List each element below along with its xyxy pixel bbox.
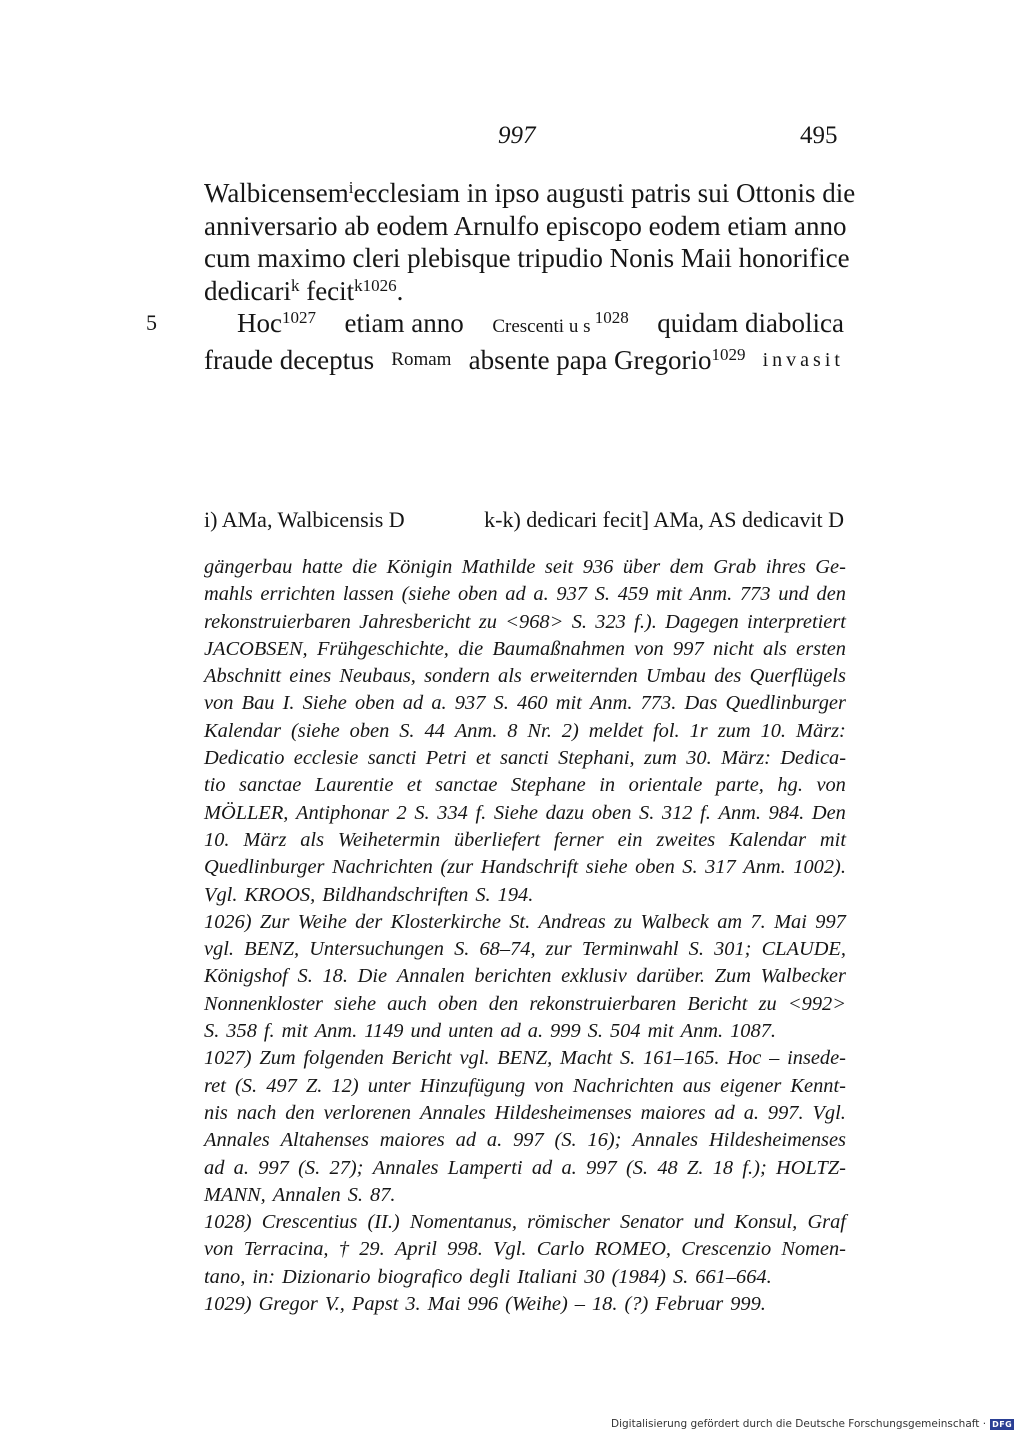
variant-marker: k: [290, 275, 300, 295]
footnote-line: mahls errichten lassen (siehe oben ad a. 937 S. 459 mit Anm. 773 und den: [204, 583, 846, 606]
footnote-line: Kalendar (siehe oben S. 44 Anm. 8 Nr. 2) meldet fol. 1r zum 10. März:: [204, 719, 846, 742]
footnote-line: von Bau I. Siehe oben ad a. 937 S. 460 mit Anm. 773. Das Quedlinburger: [204, 692, 846, 715]
main-text: [204, 177, 856, 376]
footnote-line: Nonnenkloster siehe auch oben den rekonstruierbaren Bericht zu <992>: [204, 992, 846, 1015]
dfg-logo: DFG: [992, 1419, 1013, 1429]
running-head-year: 997: [498, 122, 536, 149]
variant-marker: i: [348, 178, 354, 197]
footnote-line: Annales Altahenses maiores ad a. 997 (S. 16); Annales Hildesheimenses: [204, 1129, 846, 1152]
footnote-marker: 1028: [590, 308, 629, 327]
footnote-line: tio sanctae Laurentie et sanctae Stephane in orientale parte, hg. von: [204, 774, 846, 797]
apparatus-note-k: k-k) dedicari fecit] AMa, AS dedicavit D: [484, 507, 844, 532]
footnote-marker: 1029: [711, 344, 746, 364]
footnote-line: von Terracina, † 29. April 998. Vgl. Carlo ROMEO, Crescenzio Nomen-: [204, 1238, 846, 1261]
footnote-line: S. 358 f. mit Anm. 1149 und unten ad a. 999 S. 504 mit Anm. 1087.: [204, 1020, 776, 1043]
line-number: 5: [146, 310, 157, 335]
footnote-line: Abschnitt eines Neubaus, sondern als erweiternden Umbau des Querflügels: [204, 665, 846, 688]
text-line: anniversario ab eodem Arnulfo episcopo eodem etiam anno: [204, 210, 847, 241]
footnote-line: ad a. 997 (S. 27); Annales Lamperti ad a. 997 (S. 48 Z. 18 f.); HOLTZ-: [204, 1156, 846, 1179]
footnotes: [204, 554, 846, 1318]
footnote-line: Dedicatio ecclesie sancti Petri et sancti Stephani, zum 30. März: Dedica-: [204, 747, 846, 770]
footnote-line: 1029) Gregor V., Papst 3. Mai 996 (Weihe) – 18. (?) Februar 999.: [204, 1293, 766, 1316]
footnote-line: Königshof S. 18. Die Annalen berichten exklusiv darüber. Zum Walbecker: [204, 965, 846, 988]
footnote-line: 1028) Crescentius (II.) Nomentanus, römischer Senator und Konsul, Graf: [204, 1211, 846, 1234]
footnote-line: vgl. BENZ, Untersuchungen S. 68–74, zur Terminwahl S. 301; CLAUDE,: [204, 938, 846, 961]
page-number: 495: [800, 122, 838, 149]
footnote-line: 1027) Zum folgenden Bericht vgl. BENZ, Macht S. 161–165. Hoc – insede-: [204, 1047, 846, 1070]
text-line: fraude deceptus Romam absente papa Gregorio$^{1029}$ invasit: [204, 344, 844, 375]
footnote-line: tano, in: Dizionario biografico degli Italiani 30 (1984) S. 661–664.: [204, 1265, 772, 1288]
critical-apparatus: [204, 507, 844, 533]
footnote-line: ret (S. 497 Z. 12) unter Hinzufügung von Nachrichten aus eigener Kennt-: [204, 1074, 846, 1097]
apparatus-note-i: i) AMa, Walbicensis D: [204, 507, 405, 532]
footnote-marker: 1027: [281, 308, 316, 327]
footnote-line: nis nach den verlorenen Annales Hildesheimenses maiores ad a. 997. Vgl.: [204, 1101, 846, 1124]
footnote-marker: k1026: [354, 275, 397, 295]
footnote-line: MANN, Annalen S. 87.: [204, 1183, 396, 1206]
footnote-line: 10. März als Weihetermin überliefert ferner ein zweites Kalendar mit: [204, 828, 846, 851]
footnote-line: Quedlinburger Nachrichten (zur Handschrift siehe oben S. 317 Anm. 1002).: [204, 856, 846, 879]
digitization-footer: [611, 1418, 1014, 1430]
footnote-line: 1026) Zur Weihe der Klosterkirche St. Andreas zu Walbeck am 7. Mai 997: [204, 910, 846, 933]
footnote-line: rekonstruierbaren Jahresbericht zu <968> S. 323 f.). Dagegen interpretiert: [204, 610, 846, 633]
footnote-line: Vgl. KROOS, Bildhandschriften S. 194.: [204, 883, 534, 906]
funding-note: Digitalisierung gefördert durch die Deutsche Forschungsgemeinschaft ·: [611, 1418, 987, 1430]
footnote-line: JACOBSEN, Frühgeschichte, die Baumaßnahmen von 997 nicht als ersten: [204, 637, 846, 660]
text-line: cum maximo cleri plebisque tripudio Nonis Maii honorifice: [204, 243, 850, 273]
footnote-line: gängerbau hatte die Königin Mathilde seit 936 über dem Grab ihres Ge-: [204, 556, 846, 578]
text-line: dedicari$^k$ fecit$^{k1026}$.: [204, 275, 404, 306]
text-line: Walbicensem$^i$ ecclesiam in ipso augusti patris sui Ottonis die: [204, 178, 856, 208]
footnote-line: MÖLLER, Antiphonar 2 S. 334 f. Siehe dazu oben S. 312 f. Anm. 984. Den: [204, 801, 846, 824]
text-line: Hoc$^{1027}$ etiam anno Crescenti u s $^{1028}$ quidam diabolica: [237, 308, 844, 338]
